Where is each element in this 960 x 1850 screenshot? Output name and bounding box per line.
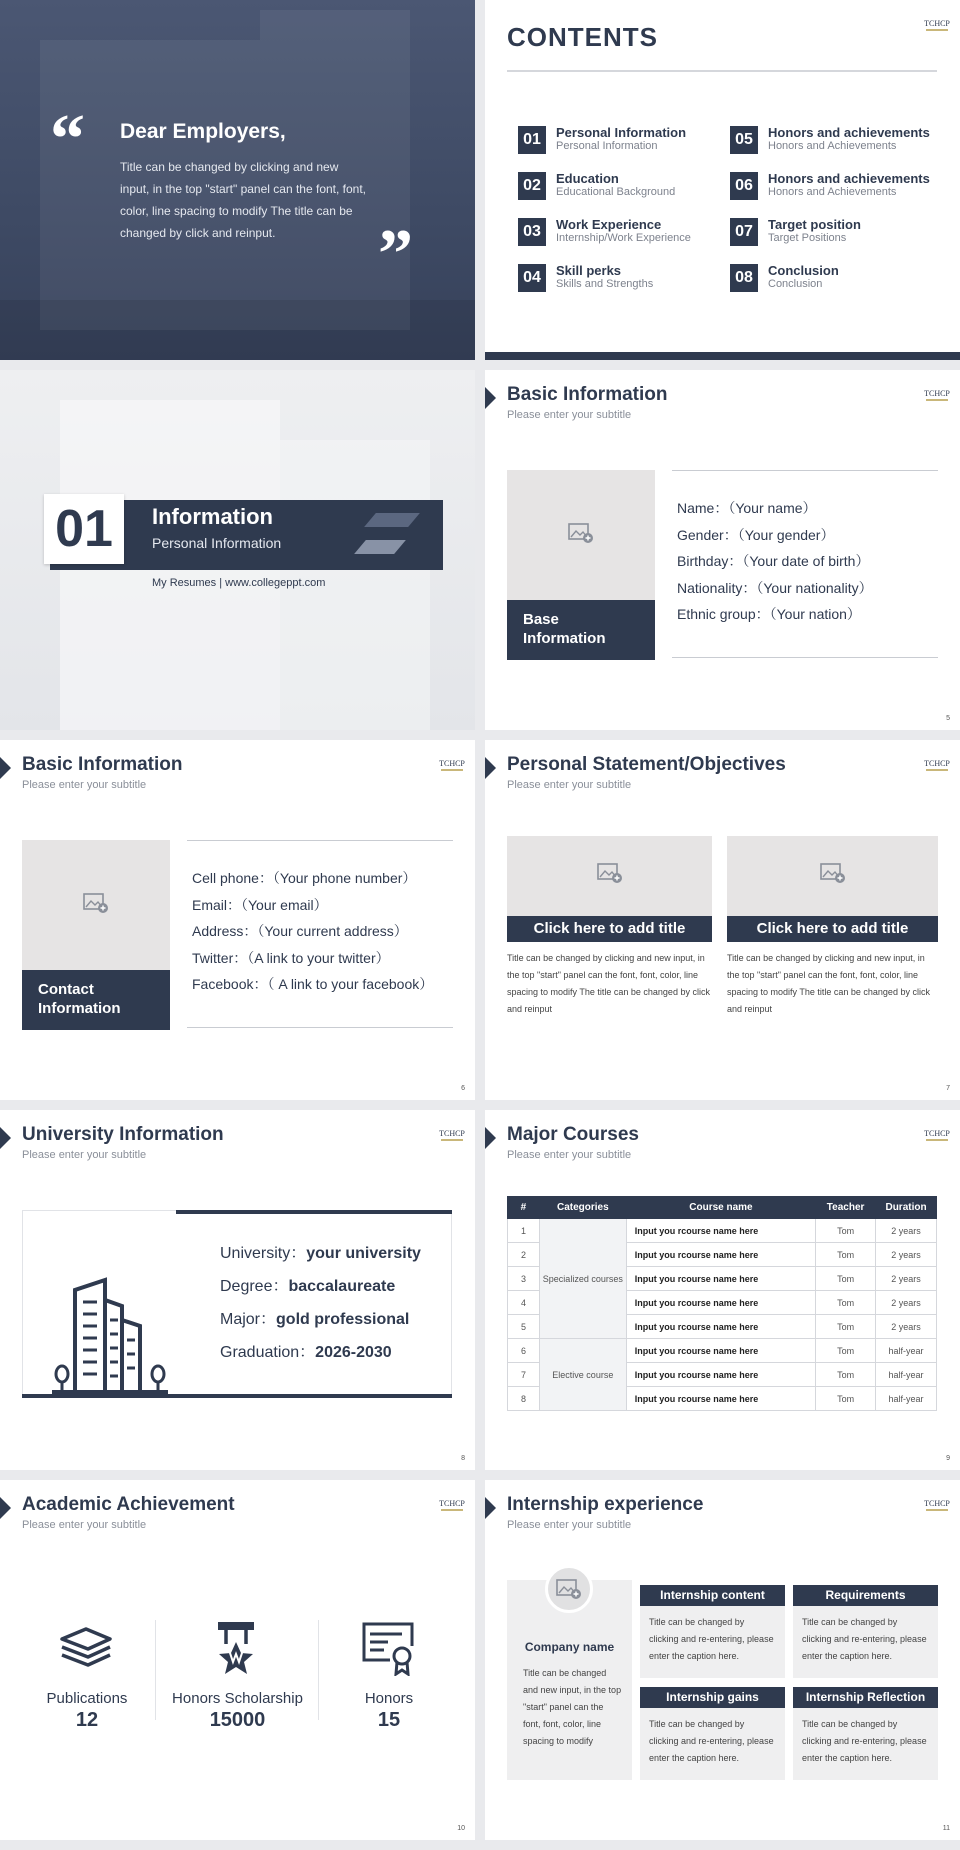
toc-subtitle: Target Positions (768, 232, 847, 244)
row-number: 3 (508, 1267, 540, 1291)
slide-title: Basic Information (22, 754, 183, 775)
slide-title: Internship experience (507, 1494, 704, 1515)
slide-basic-information (485, 370, 960, 730)
slide-subtitle: Please enter your subtitle (507, 1149, 632, 1161)
toc-subtitle: Honors and Achievements (768, 140, 897, 152)
box-heading: Internship gains (640, 1687, 785, 1708)
achievement-value: 12 (75, 1709, 99, 1731)
toc-title: Education (556, 171, 619, 186)
toc-title: Conclusion (768, 263, 839, 278)
table-header-row (508, 1197, 937, 1219)
body-text: Title can be changed by clicking and new input, in the top "start" panel can the font, font, color, line spacing to modify The title can be changed by click and reinput. (120, 160, 367, 240)
toc-subtitle: Skills and Strengths (556, 278, 654, 290)
toc-title: Target position (768, 217, 861, 232)
title-marker-icon (485, 1127, 496, 1149)
table-row (508, 1339, 937, 1363)
box-heading: Requirements (793, 1585, 938, 1606)
toc-number: 08 (730, 264, 758, 292)
slide-university-information (0, 1110, 475, 1470)
image-icon (556, 1578, 582, 1600)
teacher: Tom (816, 1363, 876, 1387)
info-row: Gender：（Your gender） (677, 527, 835, 543)
heading: Dear Employers, (120, 120, 286, 143)
slide-contents (485, 0, 960, 360)
slide-subtitle: Please enter your subtitle (22, 1149, 147, 1161)
divider (672, 470, 938, 471)
slide-section-divider (0, 370, 475, 730)
row-number: 5 (508, 1315, 540, 1339)
page-number: 7 (946, 1085, 950, 1092)
category-cell: Specialized courses (539, 1219, 626, 1339)
duration: 2 years (876, 1315, 937, 1339)
toc-number: 06 (730, 172, 758, 200)
toc-title: Skill perks (556, 263, 622, 278)
duration: half-year (876, 1387, 937, 1411)
info-row: Graduation：2026-2030 (220, 1344, 392, 1361)
title-marker-icon (0, 1127, 11, 1149)
box-heading: Internship Reflection (793, 1687, 938, 1708)
image-icon (820, 862, 846, 884)
image-icon (597, 862, 623, 884)
box-body: Title can be changed by clicking and re-entering, please enter the caption here. (793, 1606, 938, 1678)
toc-title: Honors and achievements (768, 171, 930, 186)
toc-item[interactable] (518, 170, 718, 204)
page-number: 6 (461, 1085, 465, 1092)
duration: half-year (876, 1363, 937, 1387)
column-header: Categories (539, 1197, 626, 1219)
logo: TCHCP (924, 1500, 950, 1518)
certificate-icon (360, 1620, 416, 1676)
slide-title: Basic Information (507, 384, 668, 405)
card-title[interactable]: Click here to add title (507, 916, 712, 942)
info-row: Address：（Your current address） (192, 923, 408, 939)
card-body: Title can be changed by clicking and new input, in the top "start" panel can the font, font, color, line spacing to modify The title can be changed by click and reinput (727, 953, 930, 1014)
toc-number: 07 (730, 218, 758, 246)
divider (507, 70, 937, 72)
duration: 2 years (876, 1291, 937, 1315)
category-cell: Elective course (539, 1339, 626, 1411)
toc-subtitle: Honors and Achievements (768, 186, 897, 198)
info-row: Twitter：（A link to your twitter） (192, 950, 390, 966)
contents-title: CONTENTS (507, 22, 658, 52)
page-number: 5 (946, 715, 950, 722)
company-logo-placeholder[interactable] (545, 1565, 593, 1613)
course-name[interactable]: Input you rcourse name here (626, 1315, 815, 1339)
divider (318, 1620, 319, 1720)
row-number: 8 (508, 1387, 540, 1411)
duration: 2 years (876, 1219, 937, 1243)
course-name[interactable]: Input you rcourse name here (626, 1291, 815, 1315)
slide-title: Major Courses (507, 1124, 639, 1145)
teacher: Tom (816, 1387, 876, 1411)
column-header: Course name (626, 1197, 815, 1219)
info-label: Contact Information (22, 970, 170, 1030)
course-name[interactable]: Input you rcourse name here (626, 1363, 815, 1387)
teacher: Tom (816, 1219, 876, 1243)
page-number: 10 (457, 1825, 465, 1832)
card-body: Title can be changed by clicking and new input, in the top "start" panel can the font, font, color, line spacing to modify The title can be changed by click and reinput (507, 953, 710, 1014)
column-header: Duration (876, 1197, 937, 1219)
box-heading: Internship content (640, 1585, 785, 1606)
toc-subtitle: Personal Information (556, 140, 658, 152)
toc-subtitle: Conclusion (768, 278, 823, 290)
divider (155, 1620, 156, 1720)
company-text: Title can be changed and new input, in the top "start" panel can the font, font, color, line spacing to modify (523, 1668, 622, 1746)
footer-bar (485, 352, 960, 360)
achievement-label: Publications (46, 1690, 128, 1707)
books-icon (58, 1625, 114, 1671)
achievement-item (160, 1690, 315, 1732)
image-icon (568, 522, 594, 544)
column-header: Teacher (816, 1197, 876, 1219)
row-number: 7 (508, 1363, 540, 1387)
section-number: 01 (44, 494, 124, 564)
toc-item[interactable] (518, 124, 718, 158)
toc-number: 02 (518, 172, 546, 200)
title-marker-icon (0, 757, 11, 779)
toc-number: 01 (518, 126, 546, 154)
page-number: 9 (946, 1455, 950, 1462)
info-label: Base Information (507, 600, 655, 660)
image-placeholder[interactable] (507, 836, 712, 916)
achievement-value: 15 (377, 1709, 401, 1731)
title-marker-icon (485, 1497, 496, 1519)
duration: half-year (876, 1339, 937, 1363)
achievement-item (330, 1690, 448, 1732)
info-row: University：your university (220, 1245, 421, 1262)
section-title: Information (152, 504, 273, 529)
logo: TCHCP (439, 760, 465, 778)
row-number: 4 (508, 1291, 540, 1315)
toc-title: Work Experience (556, 217, 662, 232)
accent-bar (22, 1394, 452, 1398)
image-icon (83, 892, 109, 914)
card-title[interactable]: Click here to add title (727, 916, 938, 942)
achievement-item (22, 1690, 152, 1732)
box-body: Title can be changed by clicking and re-entering, please enter the caption here. (640, 1606, 785, 1678)
page-number: 8 (461, 1455, 465, 1462)
duration: 2 years (876, 1267, 937, 1291)
courses-table (507, 1196, 937, 1411)
slide-subtitle: Please enter your subtitle (507, 1519, 632, 1531)
logo: TCHCP (924, 20, 950, 38)
teacher: Tom (816, 1267, 876, 1291)
section-footer: My Resumes | www.collegeppt.com (152, 577, 326, 589)
toc-item[interactable] (518, 262, 718, 296)
info-row: Degree：baccalaureate (220, 1278, 396, 1295)
slide-title: Academic Achievement (22, 1494, 235, 1515)
slide-title: Personal Statement/Objectives (507, 754, 786, 775)
course-name[interactable]: Input you rcourse name here (626, 1387, 815, 1411)
row-number: 2 (508, 1243, 540, 1267)
toc-number: 04 (518, 264, 546, 292)
table-row (508, 1219, 937, 1243)
toc-subtitle: Internship/Work Experience (556, 232, 691, 244)
slide-subtitle: Please enter your subtitle (22, 779, 147, 791)
close-quote-icon: ” (378, 216, 413, 293)
info-row: Name：（Your name） (677, 500, 817, 516)
duration: 2 years (876, 1243, 937, 1267)
toc-number: 03 (518, 218, 546, 246)
info-row: Cell phone：（Your phone number） (192, 870, 417, 886)
medal-icon (214, 1620, 258, 1676)
slide-contact-information (0, 740, 475, 1100)
open-quote-icon: “ (50, 101, 85, 178)
teacher: Tom (816, 1315, 876, 1339)
company-name: Company name (524, 1640, 615, 1654)
image-placeholder[interactable] (727, 836, 938, 916)
info-row: Email：（Your email） (192, 897, 328, 913)
logo: TCHCP (924, 390, 950, 408)
slide-academic-achievement (0, 1480, 475, 1840)
slide-internship-experience (485, 1480, 960, 1840)
box-body: Title can be changed by clicking and re-entering, please enter the caption here. (793, 1708, 938, 1780)
building-icon (50, 1260, 170, 1394)
course-name[interactable]: Input you rcourse name here (626, 1219, 815, 1243)
slide-dear-employers (0, 0, 475, 360)
toc-item[interactable] (730, 124, 930, 158)
logo: TCHCP (439, 1130, 465, 1148)
course-name[interactable]: Input you rcourse name here (626, 1267, 815, 1291)
divider (672, 657, 938, 658)
page-number: 11 (942, 1825, 950, 1832)
logo: TCHCP (439, 1500, 465, 1518)
toc-item[interactable] (730, 262, 930, 296)
toc-number: 05 (730, 126, 758, 154)
title-marker-icon (485, 387, 496, 409)
teacher: Tom (816, 1243, 876, 1267)
achievement-label: Honors Scholarship (172, 1690, 303, 1707)
slide-subtitle: Please enter your subtitle (507, 409, 632, 421)
section-subtitle: Personal Information (152, 535, 282, 551)
column-header: # (508, 1197, 540, 1219)
row-number: 6 (508, 1339, 540, 1363)
info-row: Nationality：（Your nationality） (677, 580, 873, 596)
toc-title: Honors and achievements (768, 125, 930, 140)
course-name[interactable]: Input you rcourse name here (626, 1339, 815, 1363)
info-row: Major：gold professional (220, 1311, 410, 1328)
slide-subtitle: Please enter your subtitle (507, 779, 632, 791)
slide-personal-statement (485, 740, 960, 1100)
accent-bar (176, 1210, 452, 1214)
achievement-value: 15000 (209, 1709, 266, 1731)
logo: TCHCP (924, 1130, 950, 1148)
toc-item[interactable] (730, 216, 930, 250)
info-row: Ethnic group：（Your nation） (677, 606, 861, 622)
toc-item[interactable] (730, 170, 930, 204)
slide-major-courses (485, 1110, 960, 1470)
teacher: Tom (816, 1291, 876, 1315)
row-number: 1 (508, 1219, 540, 1243)
info-row: Facebook：（ A link to your facebook） (192, 976, 434, 992)
divider (187, 1027, 453, 1028)
slide-subtitle: Please enter your subtitle (22, 1519, 147, 1531)
toc-item[interactable] (518, 216, 718, 250)
toc-subtitle: Educational Background (556, 186, 676, 198)
achievement-label: Honors (364, 1690, 414, 1707)
info-row: Birthday：（Your date of birth） (677, 553, 870, 569)
slide-title: University Information (22, 1124, 224, 1145)
logo: TCHCP (924, 760, 950, 778)
title-marker-icon (0, 1497, 11, 1519)
title-marker-icon (485, 757, 496, 779)
course-name[interactable]: Input you rcourse name here (626, 1243, 815, 1267)
toc-title: Personal Information (556, 125, 687, 140)
teacher: Tom (816, 1339, 876, 1363)
box-body: Title can be changed by clicking and re-entering, please enter the caption here. (640, 1708, 785, 1780)
divider (187, 840, 453, 841)
